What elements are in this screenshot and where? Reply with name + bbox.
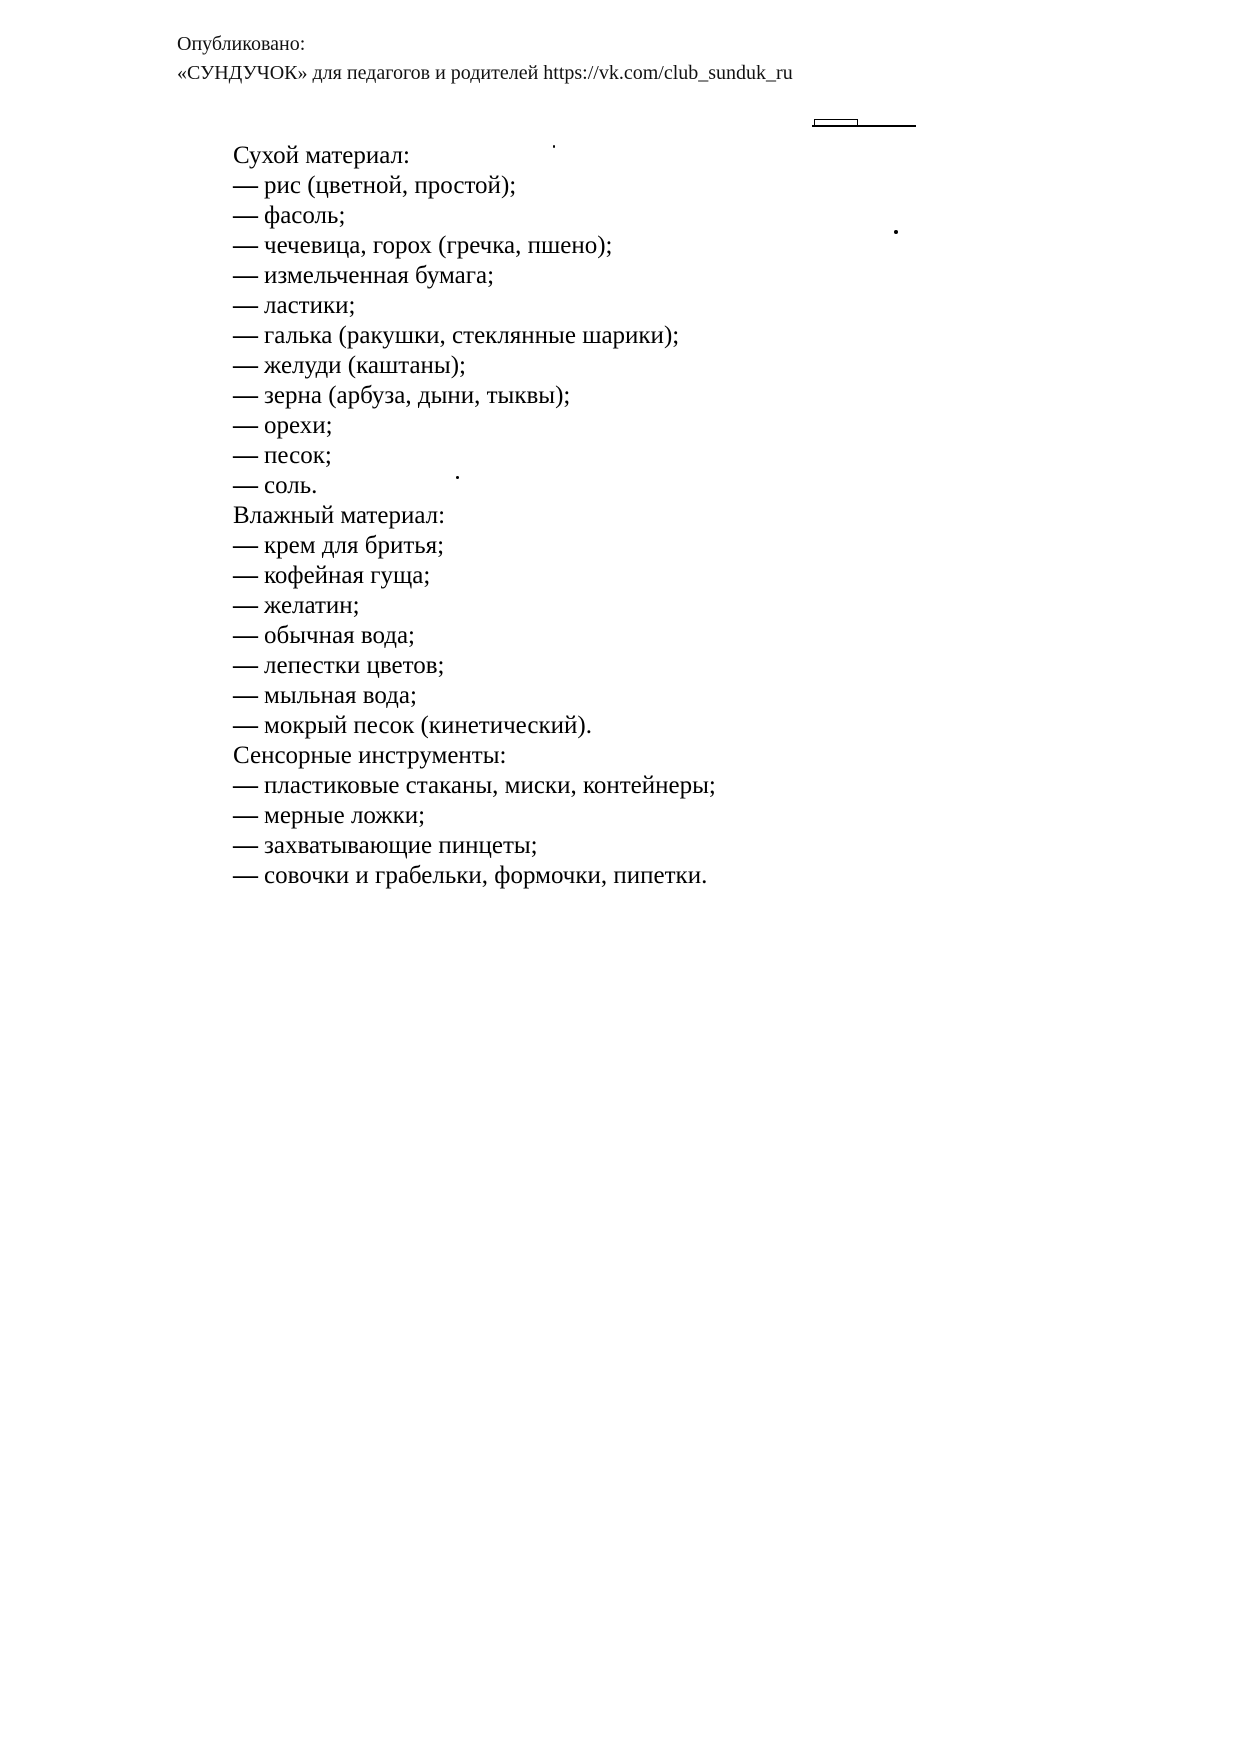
list-item bbox=[233, 471, 716, 501]
dash-bullet: — bbox=[233, 832, 258, 859]
list-item bbox=[233, 681, 716, 711]
dash-bullet: — bbox=[233, 622, 258, 649]
list-item bbox=[233, 171, 716, 201]
dash-bullet: — bbox=[233, 472, 258, 499]
dash-bullet: — bbox=[233, 352, 258, 379]
list-item-text: мокрый песок (кинетический). bbox=[264, 712, 592, 739]
list-item bbox=[233, 651, 716, 681]
list-item-text: мыльная вода; bbox=[264, 682, 417, 709]
list-item-text: фасоль; bbox=[264, 202, 346, 229]
dash-bullet: — bbox=[233, 562, 258, 589]
scan-artifact-line bbox=[812, 125, 916, 127]
list-item bbox=[233, 771, 716, 801]
list-item bbox=[233, 711, 716, 741]
materials-list bbox=[233, 141, 716, 891]
list-item-text: песок; bbox=[264, 442, 332, 469]
dash-bullet: — bbox=[233, 382, 258, 409]
list-item-text: орехи; bbox=[264, 412, 333, 439]
list-item-text: рис (цветной, простой); bbox=[264, 172, 517, 199]
dash-bullet: — bbox=[233, 202, 258, 229]
dash-bullet: — bbox=[233, 592, 258, 619]
dash-bullet: — bbox=[233, 712, 258, 739]
list-item-text: зерна (арбуза, дыни, тыквы); bbox=[264, 382, 571, 409]
list-item bbox=[233, 591, 716, 621]
list-item bbox=[233, 291, 716, 321]
list-item-text: крем для бритья; bbox=[264, 532, 445, 559]
dash-bullet: — bbox=[233, 652, 258, 679]
list-item bbox=[233, 231, 716, 261]
dash-bullet: — bbox=[233, 802, 258, 829]
list-item-text: соль. bbox=[264, 472, 318, 499]
dash-bullet: — bbox=[233, 862, 258, 889]
dash-bullet: — bbox=[233, 532, 258, 559]
list-item bbox=[233, 261, 716, 291]
dash-bullet: — bbox=[233, 292, 258, 319]
list-item bbox=[233, 831, 716, 861]
list-item-text: желуди (каштаны); bbox=[264, 352, 467, 379]
section-title: Влажный материал: bbox=[233, 502, 446, 529]
list-item bbox=[233, 861, 716, 891]
section-title: Сенсорные инструменты: bbox=[233, 742, 507, 769]
list-item-text: ластики; bbox=[264, 292, 356, 319]
dash-bullet: — bbox=[233, 322, 258, 349]
section-title: Сухой материал: bbox=[233, 142, 410, 169]
dash-bullet: — bbox=[233, 772, 258, 799]
dash-bullet: — bbox=[233, 232, 258, 259]
dash-bullet: — bbox=[233, 172, 258, 199]
list-item-text: лепестки цветов; bbox=[264, 652, 445, 679]
dash-bullet: — bbox=[233, 682, 258, 709]
list-item-text: мерные ложки; bbox=[264, 802, 426, 829]
scan-artifact-mark bbox=[812, 113, 916, 127]
list-item-text: пластиковые стаканы, миски, контейнеры; bbox=[264, 772, 716, 799]
list-item bbox=[233, 561, 716, 591]
list-item-text: захватывающие пинцеты; bbox=[264, 832, 538, 859]
list-item-text: желатин; bbox=[264, 592, 360, 619]
list-item-text: совочки и грабельки, формочки, пипетки. bbox=[264, 862, 708, 889]
scan-speck bbox=[894, 230, 898, 234]
list-item bbox=[233, 381, 716, 411]
list-item bbox=[233, 441, 716, 471]
list-item bbox=[233, 411, 716, 441]
list-item-text: кофейная гуща; bbox=[264, 562, 431, 589]
published-label: Опубликовано: bbox=[177, 33, 306, 55]
list-item bbox=[233, 621, 716, 651]
list-item bbox=[233, 201, 716, 231]
dash-bullet: — bbox=[233, 262, 258, 289]
list-item-text: галька (ракушки, стеклянные шарики); bbox=[264, 322, 680, 349]
dash-bullet: — bbox=[233, 442, 258, 469]
list-item-text: измельченная бумага; bbox=[264, 262, 495, 289]
list-item bbox=[233, 531, 716, 561]
list-item-text: чечевица, горох (гречка, пшено); bbox=[264, 232, 613, 259]
publication-header bbox=[177, 30, 793, 88]
list-item bbox=[233, 351, 716, 381]
list-item bbox=[233, 801, 716, 831]
source-line: «СУНДУЧОК» для педагогов и родителей https://vk.com/club_sunduk_ru bbox=[177, 62, 793, 84]
list-item bbox=[233, 321, 716, 351]
list-item-text: обычная вода; bbox=[264, 622, 415, 649]
dash-bullet: — bbox=[233, 412, 258, 439]
